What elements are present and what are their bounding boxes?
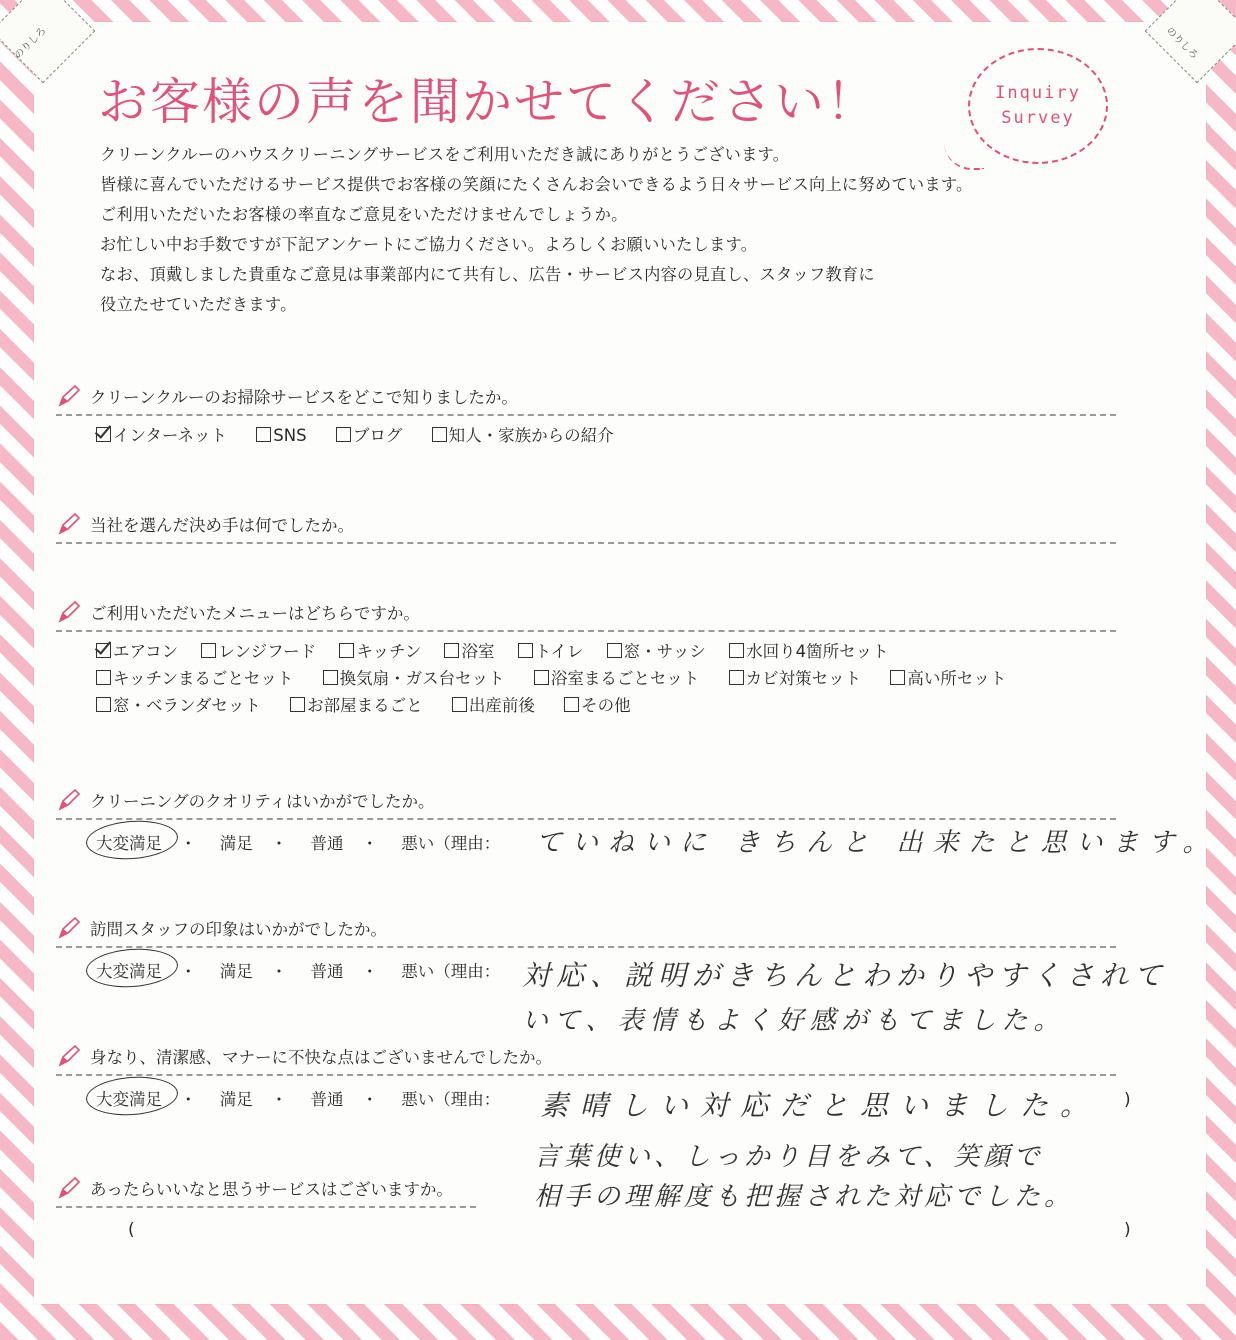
option-range-hood[interactable]: レンジフード (201, 638, 316, 665)
option-internet[interactable]: インターネット (96, 422, 227, 449)
rating-row: 大変満足 ・ 満足 ・ 普通 ・ 悪い（理由： (96, 830, 1116, 860)
checkbox[interactable] (564, 697, 579, 712)
question-text: クリーニングのクオリティはいかがでしたか。 (90, 792, 435, 811)
question-7 (56, 1174, 1116, 1208)
question-text: 当社を選んだ決め手は何でしたか。 (90, 516, 354, 535)
intro-line: ご利用いただいたお客様の率直なご意見をいただけませんでしょうか。 (100, 205, 628, 224)
option-mold-set[interactable]: カビ対策セット (729, 665, 862, 692)
checkbox[interactable] (890, 670, 905, 685)
handwritten-answer: いて、表情もよく好感がもてました。 (522, 1006, 1066, 1036)
dotted-divider (56, 1206, 476, 1208)
option-window-sash[interactable]: 窓・サッシ (607, 638, 706, 665)
menu-row (96, 692, 1116, 719)
option-kitchen-set[interactable]: キッチンまるごとセット (96, 665, 293, 692)
rating-satisfied[interactable]: 満足 (219, 962, 253, 981)
checkbox[interactable] (444, 643, 459, 658)
pencil-icon (56, 1043, 82, 1069)
glue-tab-left (0, 0, 95, 83)
pencil-icon (56, 511, 82, 537)
pencil-icon (56, 915, 82, 941)
question-text: 訪問スタッフの印象はいかがでしたか。 (90, 920, 387, 939)
checkbox[interactable] (518, 643, 533, 658)
pencil-icon (56, 1175, 82, 1201)
question-text: ご利用いただいたメニューはどちらですか。 (90, 604, 420, 623)
handwritten-answer: ていねいに きちんと 出来たと思います。 (536, 828, 1219, 858)
checkbox[interactable] (729, 643, 744, 658)
rating-bad-reason[interactable]: 悪い（理由： (401, 962, 501, 981)
menu-row (96, 665, 1116, 692)
option-referral[interactable]: 知人・家族からの紹介 (432, 422, 614, 449)
rating-neutral[interactable]: 普通 (310, 1090, 344, 1109)
page-title: お客様の声を聞かせてください！ (98, 73, 878, 131)
rating-neutral[interactable]: 普通 (310, 962, 344, 981)
rating-very-satisfied[interactable]: 大変満足 (96, 1086, 162, 1110)
option-toilet[interactable]: トイレ (518, 638, 584, 665)
pencil-icon (56, 383, 82, 409)
intro-line: 役立たせていただきます。 (100, 295, 297, 314)
option-high-place-set[interactable]: 高い所セット (890, 665, 1006, 692)
checkbox[interactable] (290, 697, 305, 712)
rating-very-satisfied[interactable]: 大変満足 (96, 830, 162, 854)
checkbox[interactable] (729, 670, 744, 685)
question-text: 身なり、清潔感、マナーに不快な点はございませんでしたか。 (90, 1048, 552, 1067)
close-paren: ) (1124, 1090, 1131, 1110)
option-bathroom-set[interactable]: 浴室まるごとセット (534, 665, 700, 692)
option-window-balcony-set[interactable]: 窓・ベランダセット (96, 692, 261, 719)
pencil-icon (56, 599, 82, 625)
question-3 (56, 598, 1116, 719)
handwritten-answer: 素晴しい対応だと思いました。 (540, 1089, 1101, 1122)
intro-text (100, 140, 1160, 320)
option-room-whole[interactable]: お部屋まるごと (290, 692, 423, 719)
question-text: あったらいいなと思うサービスはございますか。 (90, 1180, 453, 1199)
dotted-divider (56, 630, 1116, 632)
glue-tab-label: のりしろ (12, 25, 49, 62)
question-1 (56, 382, 1116, 449)
option-maternity[interactable]: 出産前後 (452, 692, 535, 719)
rating-row: 大変満足 ・ 満足 ・ 普通 ・ 悪い（理由： (96, 958, 1116, 988)
glue-tab-label: のりしろ (1163, 25, 1200, 62)
option-other[interactable]: その他 (564, 692, 631, 719)
dotted-divider (56, 414, 1116, 416)
checkbox[interactable] (323, 670, 338, 685)
badge-line-2: Survey (1001, 108, 1075, 128)
option-fan-gas-set[interactable]: 換気扇・ガス台セット (323, 665, 505, 692)
checkbox[interactable] (96, 670, 111, 685)
checkbox[interactable] (534, 670, 549, 685)
checkbox[interactable] (607, 643, 622, 658)
menu-options (96, 638, 1116, 719)
option-water-4-set[interactable]: 水回り4箇所セット (729, 638, 889, 665)
handwritten-answer: 対応、説明がきちんとわかりやすくされて (522, 959, 1169, 992)
checkbox[interactable] (452, 697, 467, 712)
dotted-divider (56, 946, 1116, 948)
checkbox[interactable] (432, 427, 447, 442)
question-text: クリーンクルーのお掃除サービスをどこで知りましたか。 (90, 388, 518, 407)
checkbox[interactable] (336, 427, 351, 442)
checkbox[interactable] (201, 643, 216, 658)
checkbox[interactable] (96, 697, 111, 712)
checkbox[interactable] (256, 427, 271, 442)
open-paren: ( (128, 1220, 135, 1240)
dotted-divider (56, 542, 1116, 544)
dotted-divider (56, 1074, 1116, 1076)
handwritten-answer: 相手の理解度も把握された対応でした。 (534, 1182, 1075, 1212)
intro-line: 皆様に喜んでいただけるサービス提供でお客様の笑顔にたくさんお会いできるよう日々サービス向上に努めています。 (100, 175, 973, 194)
pencil-icon (56, 787, 82, 813)
rating-row: 大変満足 ・ 満足 ・ 普通 ・ 悪い（理由： (96, 1086, 1116, 1116)
rating-very-satisfied[interactable]: 大変満足 (96, 958, 162, 982)
checkbox[interactable] (96, 427, 111, 442)
intro-line: クリーンクルーのハウスクリーニングサービスをご利用いただき誠にありがとうございます。 (100, 145, 790, 164)
rating-satisfied[interactable]: 満足 (219, 834, 253, 853)
intro-line: なお、頂戴しました貴重なご意見は事業部内にて共有し、広告・サービス内容の見直し、スタッフ教育に (100, 265, 875, 284)
rating-bad-reason[interactable]: 悪い（理由： (401, 834, 501, 853)
rating-neutral[interactable]: 普通 (310, 834, 344, 853)
option-kitchen[interactable]: キッチン (339, 638, 421, 665)
source-options (96, 422, 1116, 449)
close-paren: ) (1124, 1220, 1131, 1240)
checkbox[interactable] (339, 643, 354, 658)
rating-bad-reason[interactable]: 悪い（理由： (401, 1090, 501, 1109)
badge-line-1: Inquiry (995, 82, 1081, 103)
intro-line: お忙しい中お手数ですが下記アンケートにご協力ください。よろしくお願いいたします。 (100, 235, 758, 254)
checkbox[interactable] (96, 643, 111, 658)
handwritten-answer: 言葉使い、しっかり目をみて、笑顔で (534, 1142, 1044, 1172)
option-bathroom[interactable]: 浴室 (444, 638, 494, 665)
option-blog[interactable]: ブログ (336, 422, 403, 449)
rating-satisfied[interactable]: 満足 (219, 1090, 253, 1109)
menu-row (96, 638, 1116, 665)
option-sns[interactable]: SNS (256, 422, 306, 449)
option-aircon[interactable]: エアコン (96, 638, 178, 665)
dotted-divider (56, 818, 1116, 820)
glue-tab-right (1145, 0, 1236, 83)
question-2 (56, 510, 1116, 544)
